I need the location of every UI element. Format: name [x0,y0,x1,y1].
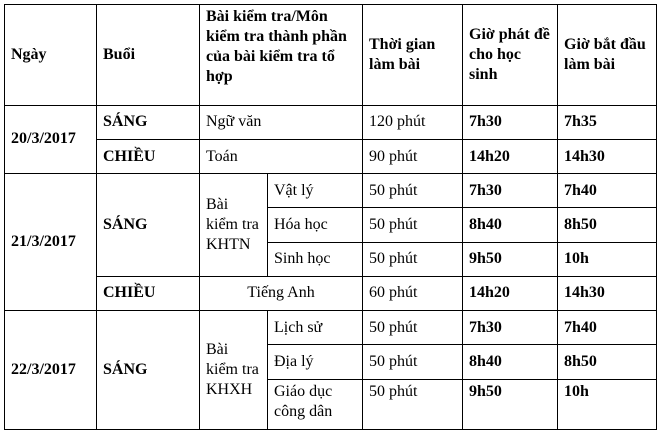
start-cell: 7h40 [558,311,657,345]
session-cell: SÁNG [97,105,200,139]
table-row [5,174,657,208]
subject-cell: Sinh học [268,242,363,276]
header-row [5,5,657,106]
exam-schedule-table [4,4,657,430]
start-cell: 8h50 [558,345,657,379]
hand-out-cell: 7h30 [463,311,558,345]
hand-out-cell: 7h30 [463,174,558,208]
session-cell: CHIỀU [97,276,200,310]
session-cell: SÁNG [97,174,200,277]
duration-cell: 50 phút [363,242,463,276]
session-cell: CHIỀU [97,139,200,173]
header-subject: Bài kiểm tra/Môn kiểm tra thành phần của bài kiểm tra tổ hợp [200,5,363,106]
subject-cell: Lịch sử [268,311,363,345]
duration-cell: 120 phút [363,105,463,139]
subject-cell: Tiếng Anh [200,276,363,310]
duration-cell: 50 phút [363,174,463,208]
start-cell: 10h [558,379,657,429]
duration-cell: 50 phút [363,311,463,345]
subject-cell: Địa lý [268,345,363,379]
subject-cell: Hóa học [268,208,363,242]
duration-cell: 90 phút [363,139,463,173]
start-cell: 7h35 [558,105,657,139]
start-cell: 10h [558,242,657,276]
header-start: Giờ bắt đầu làm bài [558,5,657,106]
header-hand-out: Giờ phát đề cho học sinh [463,5,558,106]
start-cell: 14h30 [558,276,657,310]
subject-cell: Ngữ văn [200,105,363,139]
table-row [5,276,657,310]
hand-out-cell: 9h50 [463,379,558,429]
start-cell: 7h40 [558,174,657,208]
subject-cell: Toán [200,139,363,173]
group-cell: Bài kiểm tra KHTN [200,174,268,277]
session-cell: SÁNG [97,311,200,430]
start-cell: 14h30 [558,139,657,173]
header-date: Ngày [5,5,97,106]
table-row [5,105,657,139]
duration-cell: 50 phút [363,208,463,242]
start-cell: 8h50 [558,208,657,242]
hand-out-cell: 14h20 [463,139,558,173]
header-duration: Thời gian làm bài [363,5,463,106]
duration-cell: 50 phút [363,379,463,429]
hand-out-cell: 7h30 [463,105,558,139]
hand-out-cell: 14h20 [463,276,558,310]
date-cell: 22/3/2017 [5,311,97,430]
table-row [5,139,657,173]
table-row [5,311,657,345]
hand-out-cell: 8h40 [463,208,558,242]
group-cell: Bài kiểm tra KHXH [200,311,268,430]
subject-cell: Giáo dục công dân [268,379,363,429]
duration-cell: 50 phút [363,345,463,379]
hand-out-cell: 9h50 [463,242,558,276]
header-session: Buổi [97,5,200,106]
date-cell: 20/3/2017 [5,105,97,173]
duration-cell: 60 phút [363,276,463,310]
date-cell: 21/3/2017 [5,174,97,311]
hand-out-cell: 8h40 [463,345,558,379]
subject-cell: Vật lý [268,174,363,208]
